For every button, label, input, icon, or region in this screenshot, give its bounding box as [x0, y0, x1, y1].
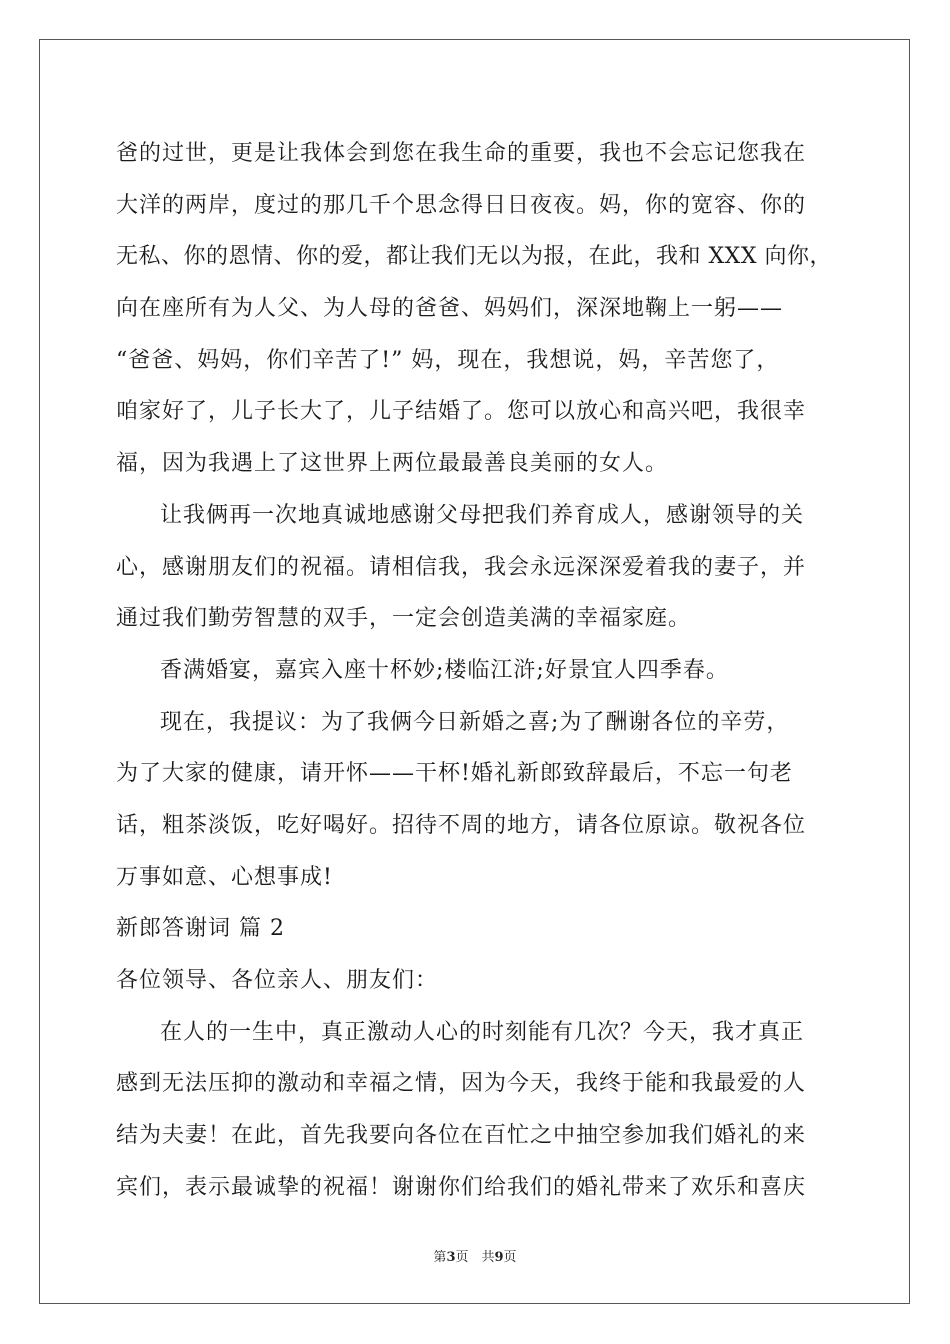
current-page-number: 3 [446, 1250, 456, 1265]
paragraph-start: 现在，我提议：为了我俩今日新婚之喜;为了酬谢各位的辛劳， [160, 709, 790, 735]
footer-prefix: 第 [433, 1250, 447, 1265]
text-line: 爸的过世，更是让我体会到您在我生命的重要，我也不会忘记您我在 [116, 141, 807, 166]
text-line: 向在座所有为人父、为人母的爸爸、妈妈们，深深地鞠上一躬—— [116, 296, 784, 322]
paragraph-start: 在人的一生中，真正激动人心的时刻能有几次？今天，我才真正 [160, 1019, 805, 1045]
text-line: 为了大家的健康，请开怀——干杯!婚礼新郎致辞最后，不忘一句老 [116, 761, 793, 787]
text-line: 福，因为我遇上了这世界上两位最最善良美丽的女人。 [116, 451, 669, 477]
text-line: 咱家好了，儿子长大了，儿子结婚了。您可以放心和高兴吧，我很幸 [116, 399, 807, 425]
text-line: 话，粗茶淡饭，吃好喝好。招待不周的地方，请各位原谅。敬祝各位 [116, 812, 807, 838]
text-line: 大洋的两岸，度过的那几千个思念得日日夜夜。妈，你的宽容、你的 [116, 192, 807, 218]
page-number-footer [0, 1246, 950, 1265]
text-line: 万事如意、心想事成! [116, 864, 333, 890]
text-line: 无私、你的恩情、你的爱，都让我们无以为报，在此，我和 XXX 向你， [116, 244, 832, 270]
salutation: 各位领导、各位亲人、朋友们： [116, 968, 439, 993]
total-pages-number: 9 [494, 1250, 504, 1265]
document-body [116, 128, 856, 1213]
text-line: 感到无法压抑的激动和幸福之情，因为今天，我终于能和我最爱的人 [116, 1071, 807, 1097]
text-line: 心，感谢朋友们的祝福。请相信我，我会永远深深爱着我的妻子，并 [116, 554, 807, 580]
footer-mid: 页 共 [455, 1250, 495, 1265]
text-line: “爸爸、妈妈，你们辛苦了!” 妈，现在，我想说，妈，辛苦您了， [116, 347, 780, 373]
text-line: 结为夫妻！在此，首先我要向各位在百忙之中抽空参加我们婚礼的来 [116, 1123, 807, 1149]
paragraph-start: 让我俩再一次地真诚地感谢父母把我们养育成人，感谢领导的关 [160, 502, 805, 528]
section-heading: 新郎答谢词 篇 2 [116, 916, 285, 942]
text-line: 通过我们勤劳智慧的双手，一定会创造美满的幸福家庭。 [116, 606, 692, 632]
text-line: 宾们，表示最诚挚的祝福！谢谢你们给我们的婚礼带来了欢乐和喜庆 [116, 1174, 807, 1200]
paragraph-start: 香满婚宴，嘉宾入座十杯妙;楼临江浒;好景宜人四季春。 [160, 657, 729, 683]
footer-suffix: 页 [503, 1250, 517, 1265]
